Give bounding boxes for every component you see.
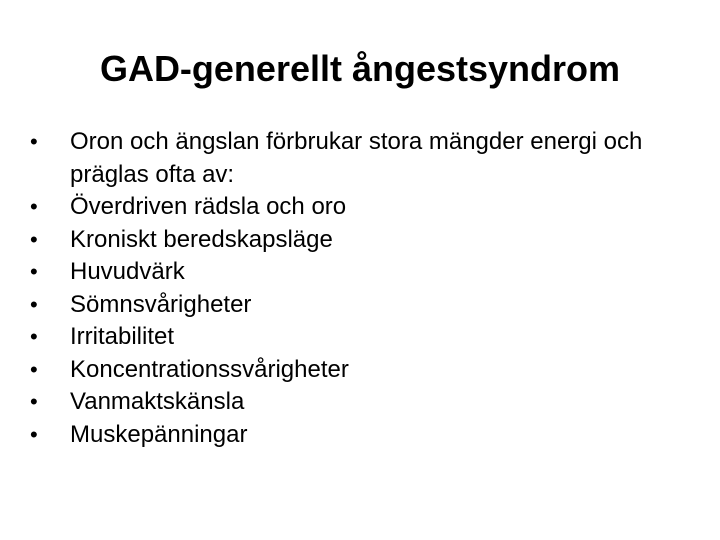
bullet-text: Koncentrationssvårigheter: [70, 355, 349, 383]
bullet-item: [30, 354, 670, 387]
bullet-dot-icon: •: [30, 194, 38, 219]
bullet-item: [30, 419, 670, 452]
bullet-dot-icon: •: [30, 226, 38, 252]
bullet-dot-icon: •: [30, 389, 38, 414]
bullet-text: Sömnsvårigheter: [70, 290, 252, 318]
bullet-item: [30, 126, 670, 191]
bullet-item: [30, 224, 670, 257]
bullet-dot-icon: •: [30, 129, 38, 154]
bullet-dot-icon: •: [30, 356, 38, 382]
bullet-text: Kroniskt beredskapsläge: [70, 225, 333, 253]
bullet-dot-icon: •: [30, 421, 38, 447]
bullet-item: [30, 191, 670, 224]
slide-title: GAD-generellt ångestsyndrom: [99, 48, 621, 89]
bullet-list: [30, 126, 670, 451]
bullet-dot-icon: •: [30, 259, 38, 284]
bullet-dot-icon: •: [30, 324, 38, 349]
bullet-item: [30, 289, 670, 322]
bullet-item: [30, 256, 670, 289]
bullet-text: Muskepänningar: [70, 420, 248, 448]
bullet-item: [30, 321, 670, 354]
bullet-text: Överdriven rädsla och oro: [70, 193, 347, 220]
bullet-item: [30, 386, 670, 419]
bullet-text: Vanmaktskänsla: [70, 388, 245, 415]
bullet-dot-icon: •: [30, 291, 38, 317]
bullet-text: Huvudvärk: [70, 258, 185, 285]
bullet-text: Oron och ängslan förbrukar stora mängder energi och präglas ofta av:: [70, 128, 643, 188]
bullet-text: Irritabilitet: [70, 323, 175, 350]
